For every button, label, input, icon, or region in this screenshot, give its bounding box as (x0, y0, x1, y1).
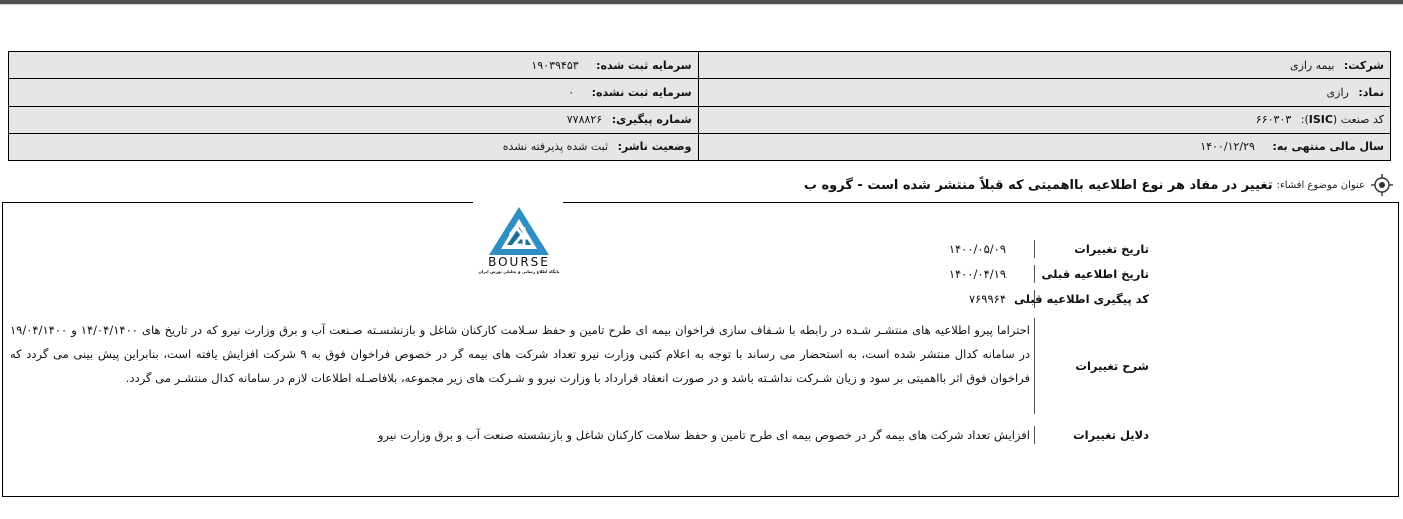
change-date-row (949, 236, 1153, 261)
window-top-divider (0, 4, 1403, 5)
symbol-label: نماد: (1358, 85, 1384, 99)
change-details (949, 236, 1153, 311)
subject-title: تغییر در مفاد هر نوع اطلاعیه بااهمیتی که قبلاً منتشر شده است - گروه ب (803, 177, 1273, 193)
table-row (9, 133, 1391, 160)
change-date-value: ۱۴۰۰/۰۵/۰۹ (948, 241, 1006, 256)
table-row (9, 52, 1391, 79)
company-label: شرکت: (1343, 58, 1384, 72)
logo-name: BOURSE (488, 255, 550, 269)
tracking-label: شماره پیگیری: (611, 113, 692, 127)
company-cell (698, 52, 1390, 79)
reasons-row (378, 424, 1153, 446)
bourse-logo (475, 205, 563, 275)
target-icon (1371, 174, 1393, 196)
subject-label: عنوان موضوع افشاء: (1276, 179, 1365, 191)
fiscal-year-cell (698, 133, 1390, 160)
description-row (10, 318, 1153, 414)
prev-tracking-label: کد پیگیری اطلاعیه قبلی (1034, 290, 1153, 308)
logo-caption: پایگاه اطلاع رسانی و تحلیلی بورس ایران (478, 269, 560, 274)
publisher-status-value: ثبت شده پذیرفته نشده (502, 140, 609, 154)
tracking-value: ۷۷۸۸۲۶ (566, 113, 603, 127)
prev-tracking-value: ۷۶۹۹۶۴ (968, 291, 1006, 306)
capital-registered-cell (9, 52, 699, 79)
company-info-table (8, 51, 1391, 161)
tracking-cell (9, 106, 699, 133)
symbol-cell (698, 79, 1390, 106)
capital-unregistered-cell (9, 79, 699, 106)
table-row (9, 79, 1391, 106)
capital-registered-value: ۱۹۰۳۹۴۵۳ (531, 58, 579, 72)
disclosure-subject (804, 171, 1393, 199)
reasons-text: افزایش تعداد شرکت های بیمه گر در خصوص بیمه ای طرح تامین و حفظ سلامت کارکنان شاغل و بازنشسته صنعت آب و برق وزارت نیرو (377, 428, 1030, 442)
publisher-status-label: وضعیت ناشر: (617, 140, 692, 154)
isic-value: ۶۶۰۳۰۳ (1255, 113, 1292, 127)
prev-date-row (949, 261, 1153, 286)
fiscal-year-label: سال مالی منتهی به: (1272, 140, 1384, 154)
isic-label-bold: ISIC (1308, 113, 1333, 127)
description-text: احتراما پیرو اطلاعیه های منتشـر شـده در رابطه با شـفاف سازی فراخوان بیمه ای طرح تامین و حفظ سـلامت کارکنان شاغل و بازنشسـته صـنعت آب و برق وزارت نیرو که در تاریخ های ۱۴/۰۴/۱۴۰۰ و ۱۹/۰۴/۱۴۰۰ در سامانه کدال منتشر شده است، به استحضار می رساند با توجه به اعلام کتبی وزارت نیرو تعداد شرکت های بیمه گر در خصوص فراخوان فوق به ۹ شرکت افزایش یافته است، بنابراین پیش بینی می گردد که فراخوان فوق اثر بااهمیتی بر سود و زیان شـرکت نداشـته باشد و در صورت انعقاد قرارداد با وزارت نیرو و شـرکت های زیر مجموعه، بلافاصـله اطلاعات لازم در سامانه کدال منتشـر می گردد. (10, 323, 1030, 385)
isic-cell (698, 106, 1390, 133)
company-value: بیمه رازی (1289, 58, 1335, 72)
change-date-label: تاریخ تغییرات (1034, 240, 1153, 258)
isic-label-post: ): (1300, 113, 1309, 127)
capital-unregistered-value: ۰ (568, 85, 575, 99)
prev-date-label: تاریخ اطلاعیه قبلی (1034, 265, 1153, 283)
reasons-label: دلایل تغییرات (1034, 426, 1153, 444)
symbol-value: رازی (1326, 85, 1349, 99)
capital-registered-label: سرمایه ثبت شده: (596, 58, 692, 72)
publisher-status-cell (9, 133, 699, 160)
prev-tracking-row (949, 286, 1153, 311)
prev-date-value: ۱۴۰۰/۰۴/۱۹ (948, 266, 1006, 281)
description-label: شرح تغییرات (1034, 318, 1153, 414)
table-row (9, 106, 1391, 133)
fiscal-year-value: ۱۴۰۰/۱۲/۲۹ (1200, 140, 1255, 154)
capital-unregistered-label: سرمایه ثبت نشده: (591, 85, 692, 99)
isic-label-pre: کد صنعت ( (1332, 113, 1384, 127)
